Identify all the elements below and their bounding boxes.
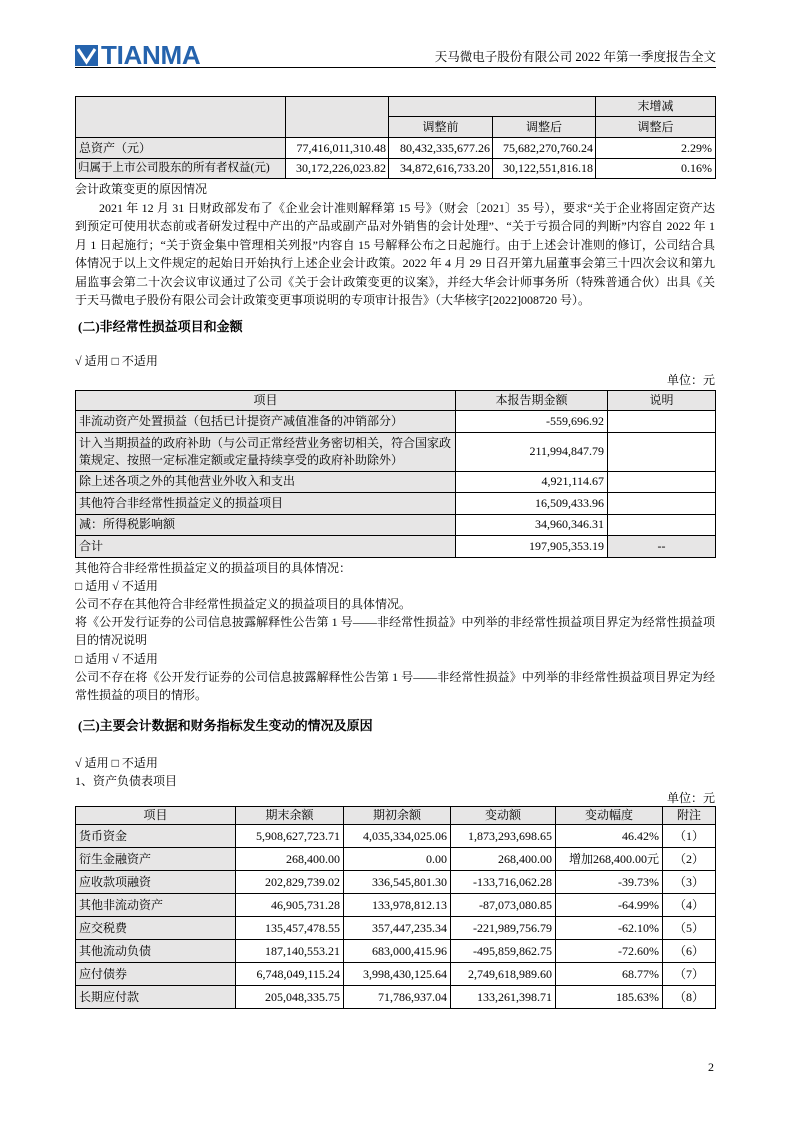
row-item: 货币资金: [76, 825, 236, 848]
table-row-total: [76, 535, 716, 557]
row-note: [608, 432, 716, 471]
row-begin-balance: 3,998,430,125.64: [344, 963, 451, 986]
row-item: 合计: [76, 535, 456, 557]
header-note: 附注: [663, 807, 716, 825]
summary-subheader-change-after: 调整后: [596, 117, 716, 138]
row-note: （1）: [663, 825, 716, 848]
row-change-amount: 1,873,293,698.65: [451, 825, 556, 848]
row-item: 非流动资产处置损益（包括已计提资产减值准备的冲销部分）: [76, 410, 456, 432]
header-begin-balance: 期初余额: [344, 807, 451, 825]
table-row: [76, 492, 716, 514]
row-item: 除上述各项之外的其他营业外收入和支出: [76, 471, 456, 492]
summary-table: [75, 96, 716, 179]
table-row: [76, 986, 716, 1009]
reclass-title: 将《公开发行证券的公司信息披露解释性公告第 1 号——非经常性损益》中列举的非经常性损益项目界定为经常性损益项目的情况说明: [75, 615, 715, 648]
row-change-pct: -39.73%: [556, 871, 663, 894]
row-amount: 211,994,847.79: [456, 432, 608, 471]
row-item: 长期应付款: [76, 986, 236, 1009]
row-change-pct: -72.60%: [556, 940, 663, 963]
row-note: --: [608, 535, 716, 557]
table-row: [76, 471, 716, 492]
table-row: [76, 917, 716, 940]
row-begin-balance: 133,978,812.13: [344, 894, 451, 917]
summary-prior-before-value: 80,432,335,677.26: [389, 138, 493, 159]
header-note: 说明: [608, 390, 716, 410]
row-end-balance: 46,905,731.28: [236, 894, 344, 917]
row-change-pct: 68.77%: [556, 963, 663, 986]
row-note: [608, 471, 716, 492]
row-change-amount: -495,859,862.75: [451, 940, 556, 963]
section-heading-changes: (三)主要会计数据和财务指标发生变动的情况及原因: [78, 718, 373, 734]
header-item: 项目: [76, 807, 236, 825]
table-header-row: [76, 390, 716, 410]
row-note: （2）: [663, 848, 716, 871]
table-row: [76, 940, 716, 963]
row-note: （8）: [663, 986, 716, 1009]
row-change-pct: 增加268,400.00元: [556, 848, 663, 871]
row-change-amount: -221,989,756.79: [451, 917, 556, 940]
row-begin-balance: 336,545,801.30: [344, 871, 451, 894]
table-row: [76, 432, 716, 471]
policy-change-body: 2021 年 12 月 31 日财政部发布了《企业会计准则解释第 15 号》（财会〔2021〕35 号），要求“关于企业将固定资产达到预定可使用状态前或者研发过程中产出的产品或副产品对外销售的会计处理”、“关于亏损合同的判断”内容自 2022 年 1 月 1 日起施行；“关于资金集中管理相关列报”内容自 15 号解释公布之日起施行。由于上述会计准则的修订，公司结合具体情况于以上文件规定的起始日开始执行上述企业会计政策。2022 年 4 月 29 日召开第九届董事会第三十四次会议和第九届监事会第二十次会议审议通过了公司《关于会计政策变更的议案》，并经大华会计师事务所（特殊普通合伙）出具《关于天马微电子股份有限公司会计政策变更事项说明的专项审计报告》（大华核字[2022]008720 号）。: [75, 200, 715, 307]
table-row: [76, 825, 716, 848]
row-item: 其他流动负债: [76, 940, 236, 963]
summary-subheader-before: 调整前: [389, 117, 493, 138]
other-items-title: 其他符合非经常性损益定义的损益项目的具体情况：: [75, 560, 352, 575]
nonrecurring-notes: [75, 559, 715, 705]
summary-prior-after-value: 75,682,270,760.24: [493, 138, 596, 159]
row-item: 其他符合非经常性损益定义的损益项目: [76, 492, 456, 514]
summary-header-prior-year: [389, 97, 596, 117]
row-note: [608, 514, 716, 535]
row-change-pct: 46.42%: [556, 825, 663, 848]
row-item: 应收款项融资: [76, 871, 236, 894]
applicability-status: □ 适用 √ 不适用: [75, 578, 158, 593]
row-change-pct: -62.10%: [556, 917, 663, 940]
table-row: [76, 848, 716, 871]
header-item: 项目: [76, 390, 456, 410]
header-change-amount: 变动额: [451, 807, 556, 825]
summary-change-value: 2.29%: [596, 138, 716, 159]
summary-row-label: 归属于上市公司股东的所有者权益(元): [76, 159, 286, 179]
reclass-text: 公司不存在将《公开发行证券的公司信息披露解释性公告第 1 号——非经常性损益》中列举的非经常性损益项目界定为经常性损益的项目的情形。: [75, 669, 715, 702]
logo-wordmark: TIANMA: [101, 40, 201, 70]
row-end-balance: 268,400.00: [236, 848, 344, 871]
header-divider: [75, 67, 716, 68]
row-begin-balance: 683,000,415.96: [344, 940, 451, 963]
report-body: [75, 96, 715, 1009]
company-logo: [75, 40, 201, 70]
row-note: （5）: [663, 917, 716, 940]
summary-prior-after-value: 30,122,551,816.18: [493, 159, 596, 179]
policy-change-title: 会计政策变更的原因情况: [75, 182, 208, 196]
row-begin-balance: 4,035,334,025.06: [344, 825, 451, 848]
summary-prior-before-value: 34,872,616,733.20: [389, 159, 493, 179]
other-items-text: 公司不存在其他符合非经常性损益定义的损益项目的具体情况。: [75, 596, 412, 611]
balance-sheet-changes-table: [75, 806, 716, 1009]
header-amount: 本报告期金额: [456, 390, 608, 410]
row-change-amount: 2,749,618,989.60: [451, 963, 556, 986]
unit-label: 单位：元: [666, 372, 715, 387]
row-begin-balance: 357,447,235.34: [344, 917, 451, 940]
table-header-row: [76, 807, 716, 825]
row-note: （4）: [663, 894, 716, 917]
row-end-balance: 5,908,627,723.71: [236, 825, 344, 848]
applicability-status: □ 适用 √ 不适用: [75, 651, 158, 666]
row-change-amount: -133,716,062.28: [451, 871, 556, 894]
row-note: [608, 410, 716, 432]
row-note: （7）: [663, 963, 716, 986]
row-begin-balance: 71,786,937.04: [344, 986, 451, 1009]
tianma-logo-icon: [75, 45, 98, 66]
table-row: [76, 159, 716, 179]
nonrecurring-table: [75, 390, 716, 558]
summary-header-period-end: [286, 97, 389, 138]
row-end-balance: 202,829,739.02: [236, 871, 344, 894]
summary-header-item: [76, 97, 286, 138]
row-change-pct: 185.63%: [556, 986, 663, 1009]
row-item: 应交税费: [76, 917, 236, 940]
row-change-amount: 268,400.00: [451, 848, 556, 871]
subheading-balance-sheet: 1、资产负债表项目: [75, 774, 178, 789]
row-end-balance: 6,748,049,115.24: [236, 963, 344, 986]
table-row: [76, 871, 716, 894]
row-change-amount: 133,261,398.71: [451, 986, 556, 1009]
row-begin-balance: 0.00: [344, 848, 451, 871]
row-amount: 34,960,346.31: [456, 514, 608, 535]
table-row: [76, 410, 716, 432]
row-item: 减：所得税影响额: [76, 514, 456, 535]
table-row: [76, 138, 716, 159]
row-item: 计入当期损益的政府补助（与公司正常经营业务密切相关，符合国家政策规定、按照一定标准定额或定量持续享受的政府补助除外）: [76, 432, 456, 471]
row-item: 衍生金融资产: [76, 848, 236, 871]
page-number: 2: [708, 1060, 714, 1074]
table-row: [76, 514, 716, 535]
summary-header-change: 末增减: [596, 97, 716, 117]
table-header-row: [76, 97, 716, 117]
row-amount: 4,921,114.67: [456, 471, 608, 492]
row-end-balance: 205,048,335.75: [236, 986, 344, 1009]
applicability-status: √ 适用 □ 不适用: [75, 756, 158, 771]
row-end-balance: 135,457,478.55: [236, 917, 344, 940]
row-change-amount: -87,073,080.85: [451, 894, 556, 917]
applicability-status: √ 适用 □ 不适用: [75, 353, 158, 368]
summary-period-end-value: 77,416,011,310.48: [286, 138, 389, 159]
document-title: 天马微电子股份有限公司 2022 年第一季度报告全文: [434, 50, 716, 64]
summary-subheader-after: 调整后: [493, 117, 596, 138]
header-end-balance: 期末余额: [236, 807, 344, 825]
row-amount: 16,509,433.96: [456, 492, 608, 514]
summary-change-value: 0.16%: [596, 159, 716, 179]
summary-row-label: 总资产（元）: [76, 138, 286, 159]
row-amount: -559,696.92: [456, 410, 608, 432]
row-note: （6）: [663, 940, 716, 963]
row-item: 应付债券: [76, 963, 236, 986]
row-end-balance: 187,140,553.21: [236, 940, 344, 963]
row-note: （3）: [663, 871, 716, 894]
unit-label: 单位：元: [666, 791, 715, 806]
row-item: 其他非流动资产: [76, 894, 236, 917]
table-row: [76, 963, 716, 986]
summary-period-end-value: 30,172,226,023.82: [286, 159, 389, 179]
table-row: [76, 894, 716, 917]
row-note: [608, 492, 716, 514]
row-change-pct: -64.99%: [556, 894, 663, 917]
header-change-pct: 变动幅度: [556, 807, 663, 825]
row-amount: 197,905,353.19: [456, 535, 608, 557]
section-heading-nonrecurring: (二)非经常性损益项目和金额: [78, 318, 243, 334]
